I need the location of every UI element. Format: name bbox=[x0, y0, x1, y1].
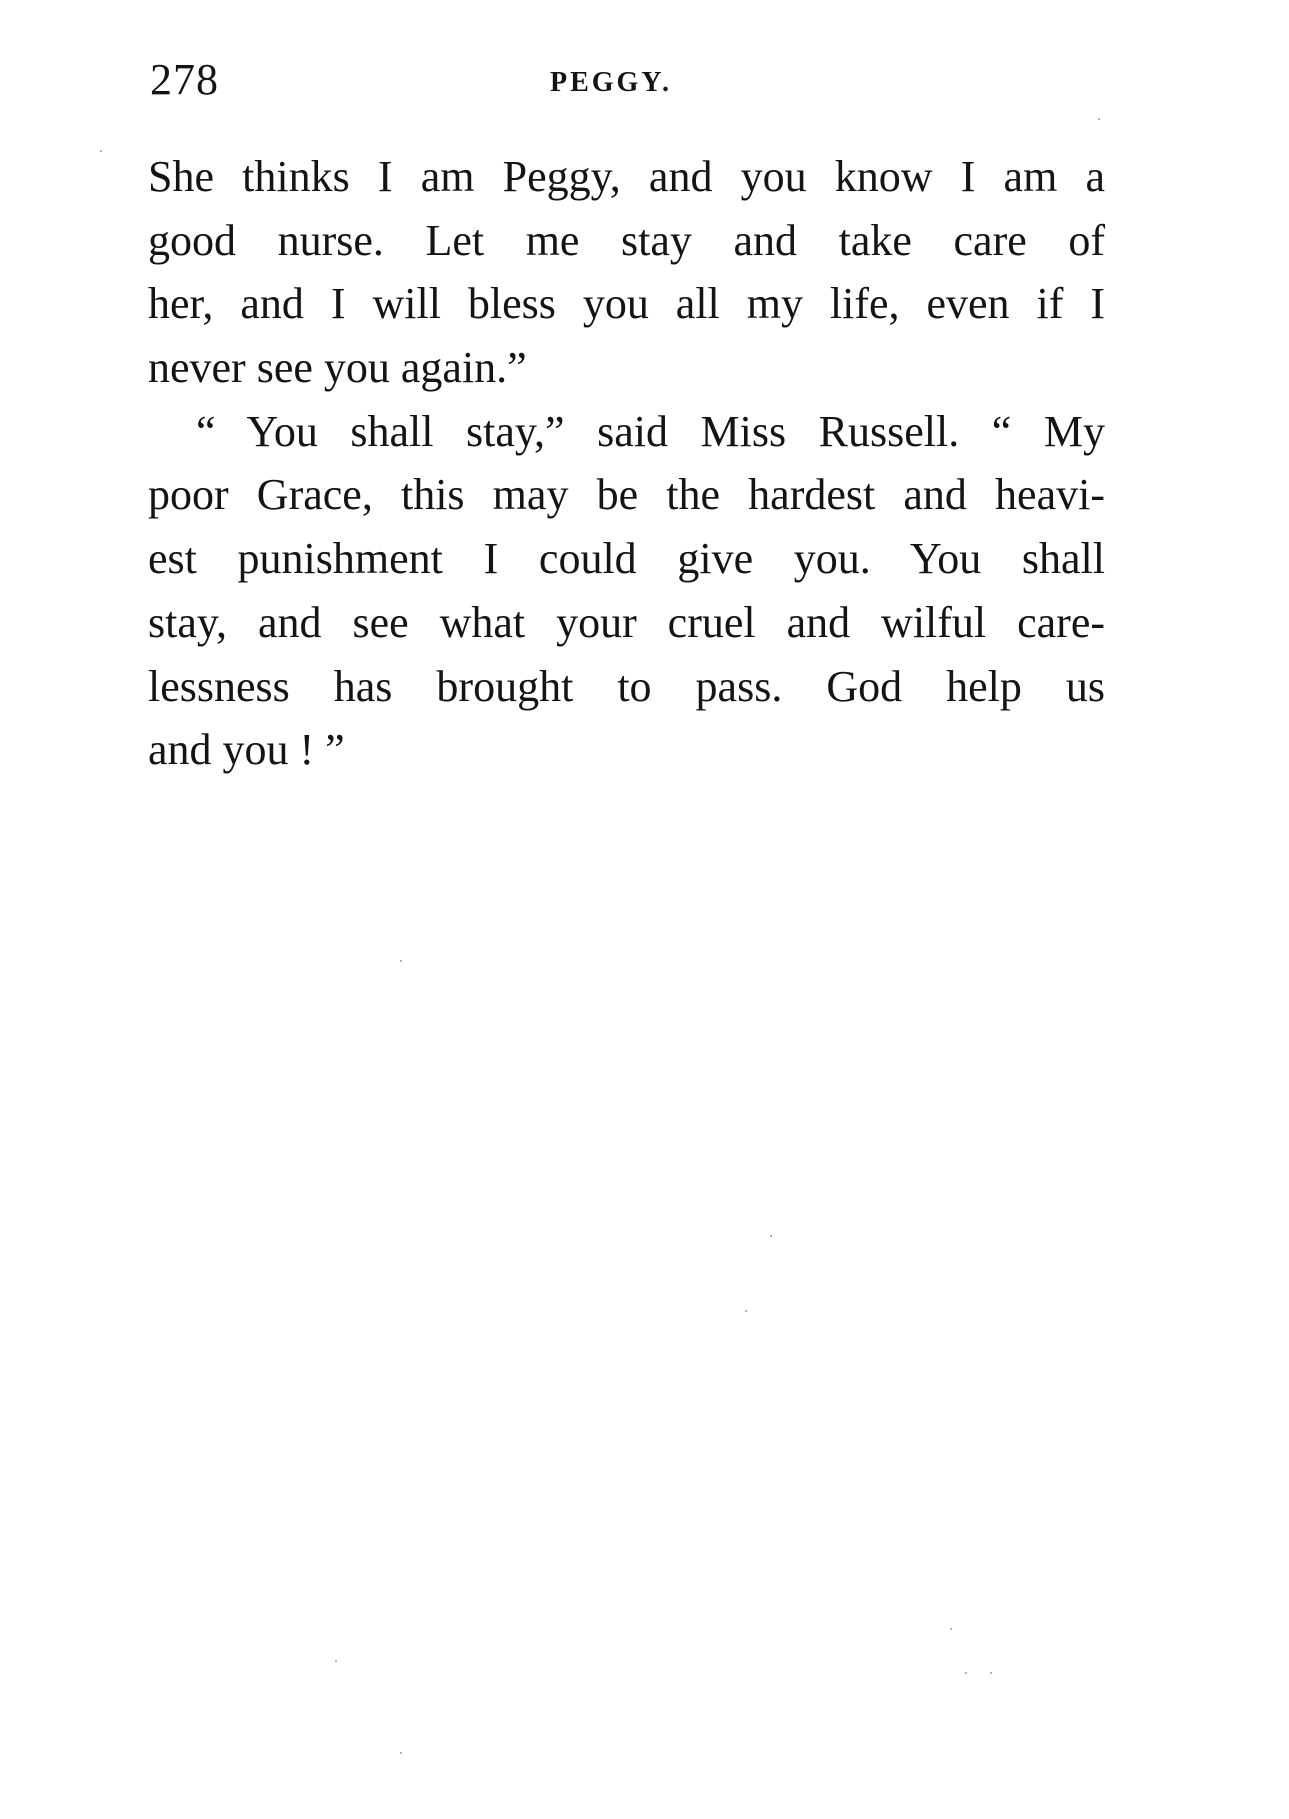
scan-speck bbox=[770, 1235, 772, 1237]
scan-speck bbox=[1098, 118, 1100, 120]
scan-speck bbox=[965, 1672, 967, 1674]
body-text bbox=[148, 145, 1105, 782]
text-line: poor Grace, this may be the hardest and heavi- bbox=[148, 470, 1105, 520]
paragraph bbox=[148, 400, 1105, 782]
text-line: never see you again.” bbox=[148, 343, 527, 393]
scan-speck bbox=[400, 1752, 402, 1754]
scan-speck bbox=[745, 1310, 747, 1312]
page-number: 278 bbox=[150, 55, 219, 104]
scan-speck bbox=[990, 1672, 992, 1674]
running-title: PEGGY. bbox=[550, 67, 672, 98]
scan-speck bbox=[335, 1660, 337, 1662]
text-line: “ You shall stay,” said Miss Russell. “ My bbox=[196, 406, 1105, 456]
paragraph bbox=[148, 145, 1105, 400]
text-line: lessness has brought to pass. God help us bbox=[148, 661, 1105, 711]
text-line: She thinks I am Peggy, and you know I am a bbox=[148, 152, 1105, 201]
running-head bbox=[150, 50, 1105, 110]
text-line: good nurse. Let me stay and take care of bbox=[148, 215, 1105, 265]
text-line: and you ! ” bbox=[148, 725, 345, 775]
scan-speck bbox=[100, 150, 102, 152]
text-line: her, and I will bless you all my life, even if I bbox=[148, 279, 1105, 329]
scan-speck bbox=[950, 1628, 952, 1630]
text-line: stay, and see what your cruel and wilful care- bbox=[148, 597, 1105, 647]
text-line: est punishment I could give you. You shall bbox=[148, 534, 1105, 584]
scan-speck bbox=[400, 960, 402, 962]
